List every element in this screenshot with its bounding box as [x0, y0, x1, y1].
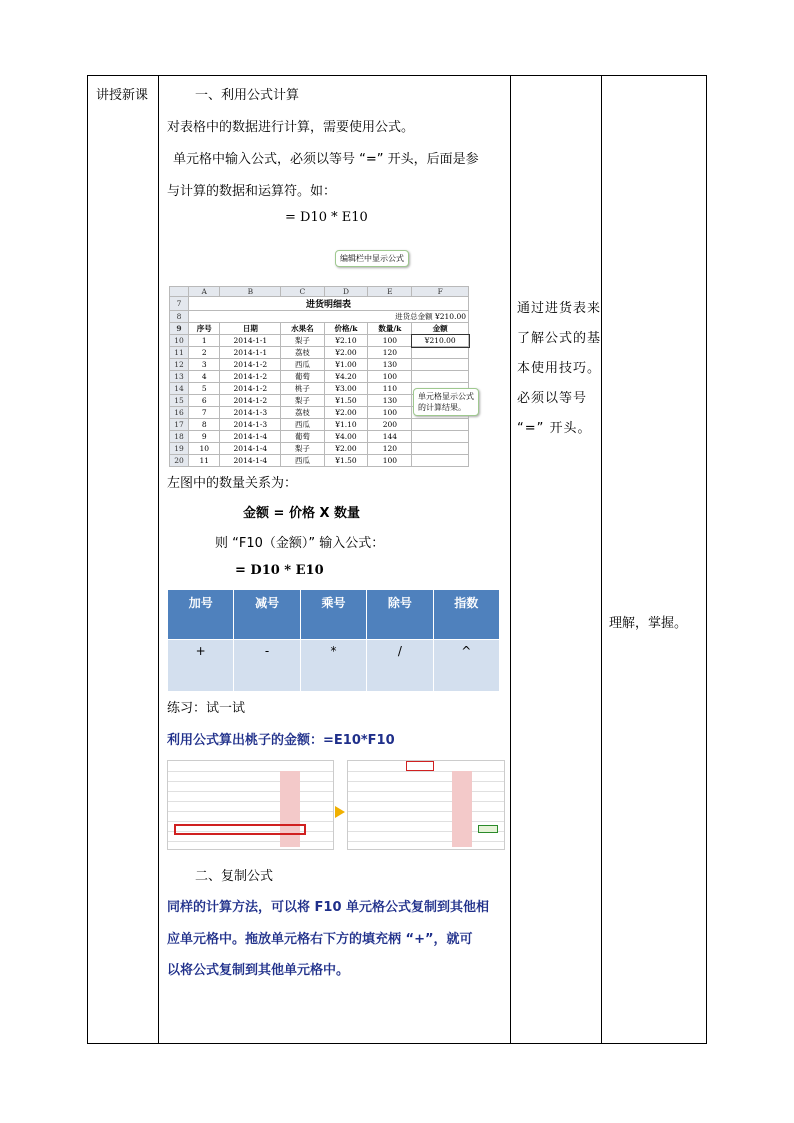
- sheet-cell: ¥3.00: [324, 383, 368, 395]
- sheet-cell: 130: [368, 359, 412, 371]
- sheet-cell: 桃子: [281, 383, 324, 395]
- sheet-cell: ¥1.00: [324, 359, 368, 371]
- relation-formula: 金额 = 价格 X 数量: [243, 506, 361, 521]
- relation-intro: 左图中的数量关系为：: [167, 476, 298, 491]
- practice-screenshot-before: [167, 760, 334, 850]
- input-intro: 则 “F10（金额）” 输入公式：: [215, 536, 385, 551]
- sheet-row: 12 3 2014-1-2 西瓜 ¥1.00 130: [170, 359, 469, 371]
- divider: [158, 76, 159, 1043]
- divider: [510, 76, 511, 1043]
- sheet-cell: 2: [189, 347, 220, 359]
- sheet-cell: 120: [368, 347, 412, 359]
- sheet-cell: 1: [189, 335, 220, 347]
- sheet-cell: 8: [189, 419, 220, 431]
- sheet-row: 17 8 2014-1-3 西瓜 ¥1.10 200: [170, 419, 469, 431]
- sheet-cell: 144: [368, 431, 412, 443]
- sheet-cell: ¥2.00: [324, 407, 368, 419]
- divider: [601, 76, 602, 1043]
- sheet-row: 10 1 2014-1-1 梨子 ¥2.10 100 ¥210.00: [170, 335, 469, 347]
- sheet-cell: [412, 347, 469, 359]
- paragraph: 以将公式复制到其他单元格中。: [167, 963, 350, 978]
- sheet-cell: 梨子: [281, 335, 324, 347]
- op-symbol: +: [168, 640, 234, 692]
- student-activity: 理解，掌握。: [609, 616, 688, 631]
- sheet-row: 13 4 2014-1-2 葡萄 ¥4.20 100: [170, 371, 469, 383]
- sheet-cell: 2014-1-3: [220, 419, 281, 431]
- purchase-sheet: A B C D E F 7 进货明细表 8 进货总金额 ¥210.00 9 序号 日期 水果名 价格/k 数量/k 金额 10 1 2014-1-1 梨子 ¥2.10 100 ¥210.00 11 2 2014-1-1 荔枝 ¥2.00 120 12 3 2014-1-2 西瓜 ¥1.00 130 13 4 2014-1-2 葡萄 ¥4.20 100 14 5 2014-1-2 桃子 ¥3.00 110 15 6 2014-1-2 梨子 ¥1.50 130 16 7 2014-1-3 荔枝 ¥2.00 100 17 8 2014-1-3 西瓜 ¥1.10 200 18 9 2014-1-4 葡萄 ¥4.00 144 19 10 2014-1-4 梨子 ¥2.00 120 20 11 2014-1-4 西瓜 ¥1.50 100: [169, 286, 469, 467]
- sheet-row: 20 11 2014-1-4 西瓜 ¥1.50 100: [170, 455, 469, 467]
- sheet-cell: [412, 359, 469, 371]
- sheet-total: 进货总金额 ¥210.00: [189, 311, 469, 323]
- sheet-cell: ¥1.50: [324, 395, 368, 407]
- sheet-cell: ¥4.20: [324, 371, 368, 383]
- op-name: 指数: [433, 590, 499, 640]
- sheet-cell: 西瓜: [281, 359, 324, 371]
- sheet-cell: 梨子: [281, 443, 324, 455]
- sheet-cell: [412, 455, 469, 467]
- sheet-cell: 2014-1-2: [220, 395, 281, 407]
- callout-cell-result: 单元格显示公式 的计算结果。: [413, 388, 479, 416]
- sheet-cell: 荔枝: [281, 347, 324, 359]
- sheet-cell: 5: [189, 383, 220, 395]
- sheet-cell: 葡萄: [281, 431, 324, 443]
- sheet-cell: 3: [189, 359, 220, 371]
- sheet-cell: 2014-1-4: [220, 455, 281, 467]
- op-name: 加号: [168, 590, 234, 640]
- sheet-row: 11 2 2014-1-1 荔枝 ¥2.00 120: [170, 347, 469, 359]
- op-name: 减号: [234, 590, 300, 640]
- sheet-cell: ¥1.10: [324, 419, 368, 431]
- sheet-cell: 10: [189, 443, 220, 455]
- sheet-cell: 9: [189, 431, 220, 443]
- sheet-cell: 2014-1-2: [220, 383, 281, 395]
- sheet-cell: 2014-1-2: [220, 359, 281, 371]
- callout-formula-bar: 编辑栏中显示公式: [335, 250, 409, 267]
- sheet-title: 进货明细表: [189, 297, 469, 311]
- op-symbol: -: [234, 640, 300, 692]
- op-symbol: ^: [433, 640, 499, 692]
- sheet-row: 15 6 2014-1-2 梨子 ¥1.50 130: [170, 395, 469, 407]
- sheet-cell: 梨子: [281, 395, 324, 407]
- sheet-cell: [412, 371, 469, 383]
- formula-f10: = D10 * E10: [235, 563, 324, 578]
- sheet-cell: 110: [368, 383, 412, 395]
- sheet-cell: ¥2.10: [324, 335, 368, 347]
- sheet-cell: 西瓜: [281, 419, 324, 431]
- sheet-cell: 2014-1-3: [220, 407, 281, 419]
- practice-task: 利用公式算出桃子的金额：=E10*F10: [167, 733, 395, 748]
- sheet-row: 16 7 2014-1-3 荔枝 ¥2.00 100: [170, 407, 469, 419]
- sheet-cell: 7: [189, 407, 220, 419]
- sheet-cell: 100: [368, 335, 412, 347]
- op-symbol: /: [367, 640, 433, 692]
- sheet-cell: ¥1.50: [324, 455, 368, 467]
- sheet-row: 14 5 2014-1-2 桃子 ¥3.00 110: [170, 383, 469, 395]
- op-symbol: *: [300, 640, 366, 692]
- sheet-cell: [412, 419, 469, 431]
- sheet-cell: 100: [368, 407, 412, 419]
- paragraph: 单元格中输入公式，必须以等号 “=” 开头，后面是参: [173, 152, 479, 167]
- op-name: 乘号: [300, 590, 366, 640]
- heading-formula-calc: 一、利用公式计算: [195, 88, 300, 103]
- sheet-cell: 西瓜: [281, 455, 324, 467]
- sheet-cell: 荔枝: [281, 407, 324, 419]
- lesson-table: [87, 75, 707, 1044]
- practice-label: 练习：试一试: [167, 701, 246, 716]
- sheet-cell: 11: [189, 455, 220, 467]
- sheet-cell: 130: [368, 395, 412, 407]
- sheet-cell: ¥2.00: [324, 443, 368, 455]
- sheet-cell: 2014-1-2: [220, 371, 281, 383]
- sheet-cell: 2014-1-1: [220, 335, 281, 347]
- sheet-cell: 2014-1-4: [220, 443, 281, 455]
- heading-copy-formula: 二、复制公式: [195, 869, 274, 884]
- operator-table: [167, 589, 500, 692]
- sheet-cell: 200: [368, 419, 412, 431]
- sheet-cell: 6: [189, 395, 220, 407]
- sheet-cell: [412, 443, 469, 455]
- sheet-cell: 100: [368, 455, 412, 467]
- section-label: 讲授新课: [96, 88, 149, 103]
- sheet-cell: [412, 431, 469, 443]
- formula-example: = D10 * E10: [285, 210, 368, 225]
- paragraph: 与计算的数据和运算符。如：: [167, 184, 337, 199]
- sheet-cell: ¥2.00: [324, 347, 368, 359]
- sheet-cell: 4: [189, 371, 220, 383]
- sheet-cell: 120: [368, 443, 412, 455]
- sheet-row: 18 9 2014-1-4 葡萄 ¥4.00 144: [170, 431, 469, 443]
- sheet-cell: 葡萄: [281, 371, 324, 383]
- sheet-row: 19 10 2014-1-4 梨子 ¥2.00 120: [170, 443, 469, 455]
- teaching-note: 通过进货表来了解公式的基本使用技巧。必须以等号 “=” 开头。: [517, 301, 602, 436]
- spreadsheet-image: [167, 254, 474, 466]
- sheet-cell: ¥4.00: [324, 431, 368, 443]
- sheet-cell: 100: [368, 371, 412, 383]
- paragraph: 同样的计算方法，可以将 F10 单元格公式复制到其他相: [167, 900, 490, 915]
- sheet-cell: 2014-1-1: [220, 347, 281, 359]
- sheet-cell: 2014-1-4: [220, 431, 281, 443]
- paragraph: 应单元格中。拖放单元格右下方的填充柄 “+”，就可: [167, 932, 473, 947]
- sheet-cell: ¥210.00: [412, 335, 469, 347]
- op-name: 除号: [367, 590, 433, 640]
- paragraph: 对表格中的数据进行计算，需要使用公式。: [167, 120, 415, 135]
- practice-screenshot-after: [347, 760, 505, 850]
- arrow-icon: [335, 806, 345, 818]
